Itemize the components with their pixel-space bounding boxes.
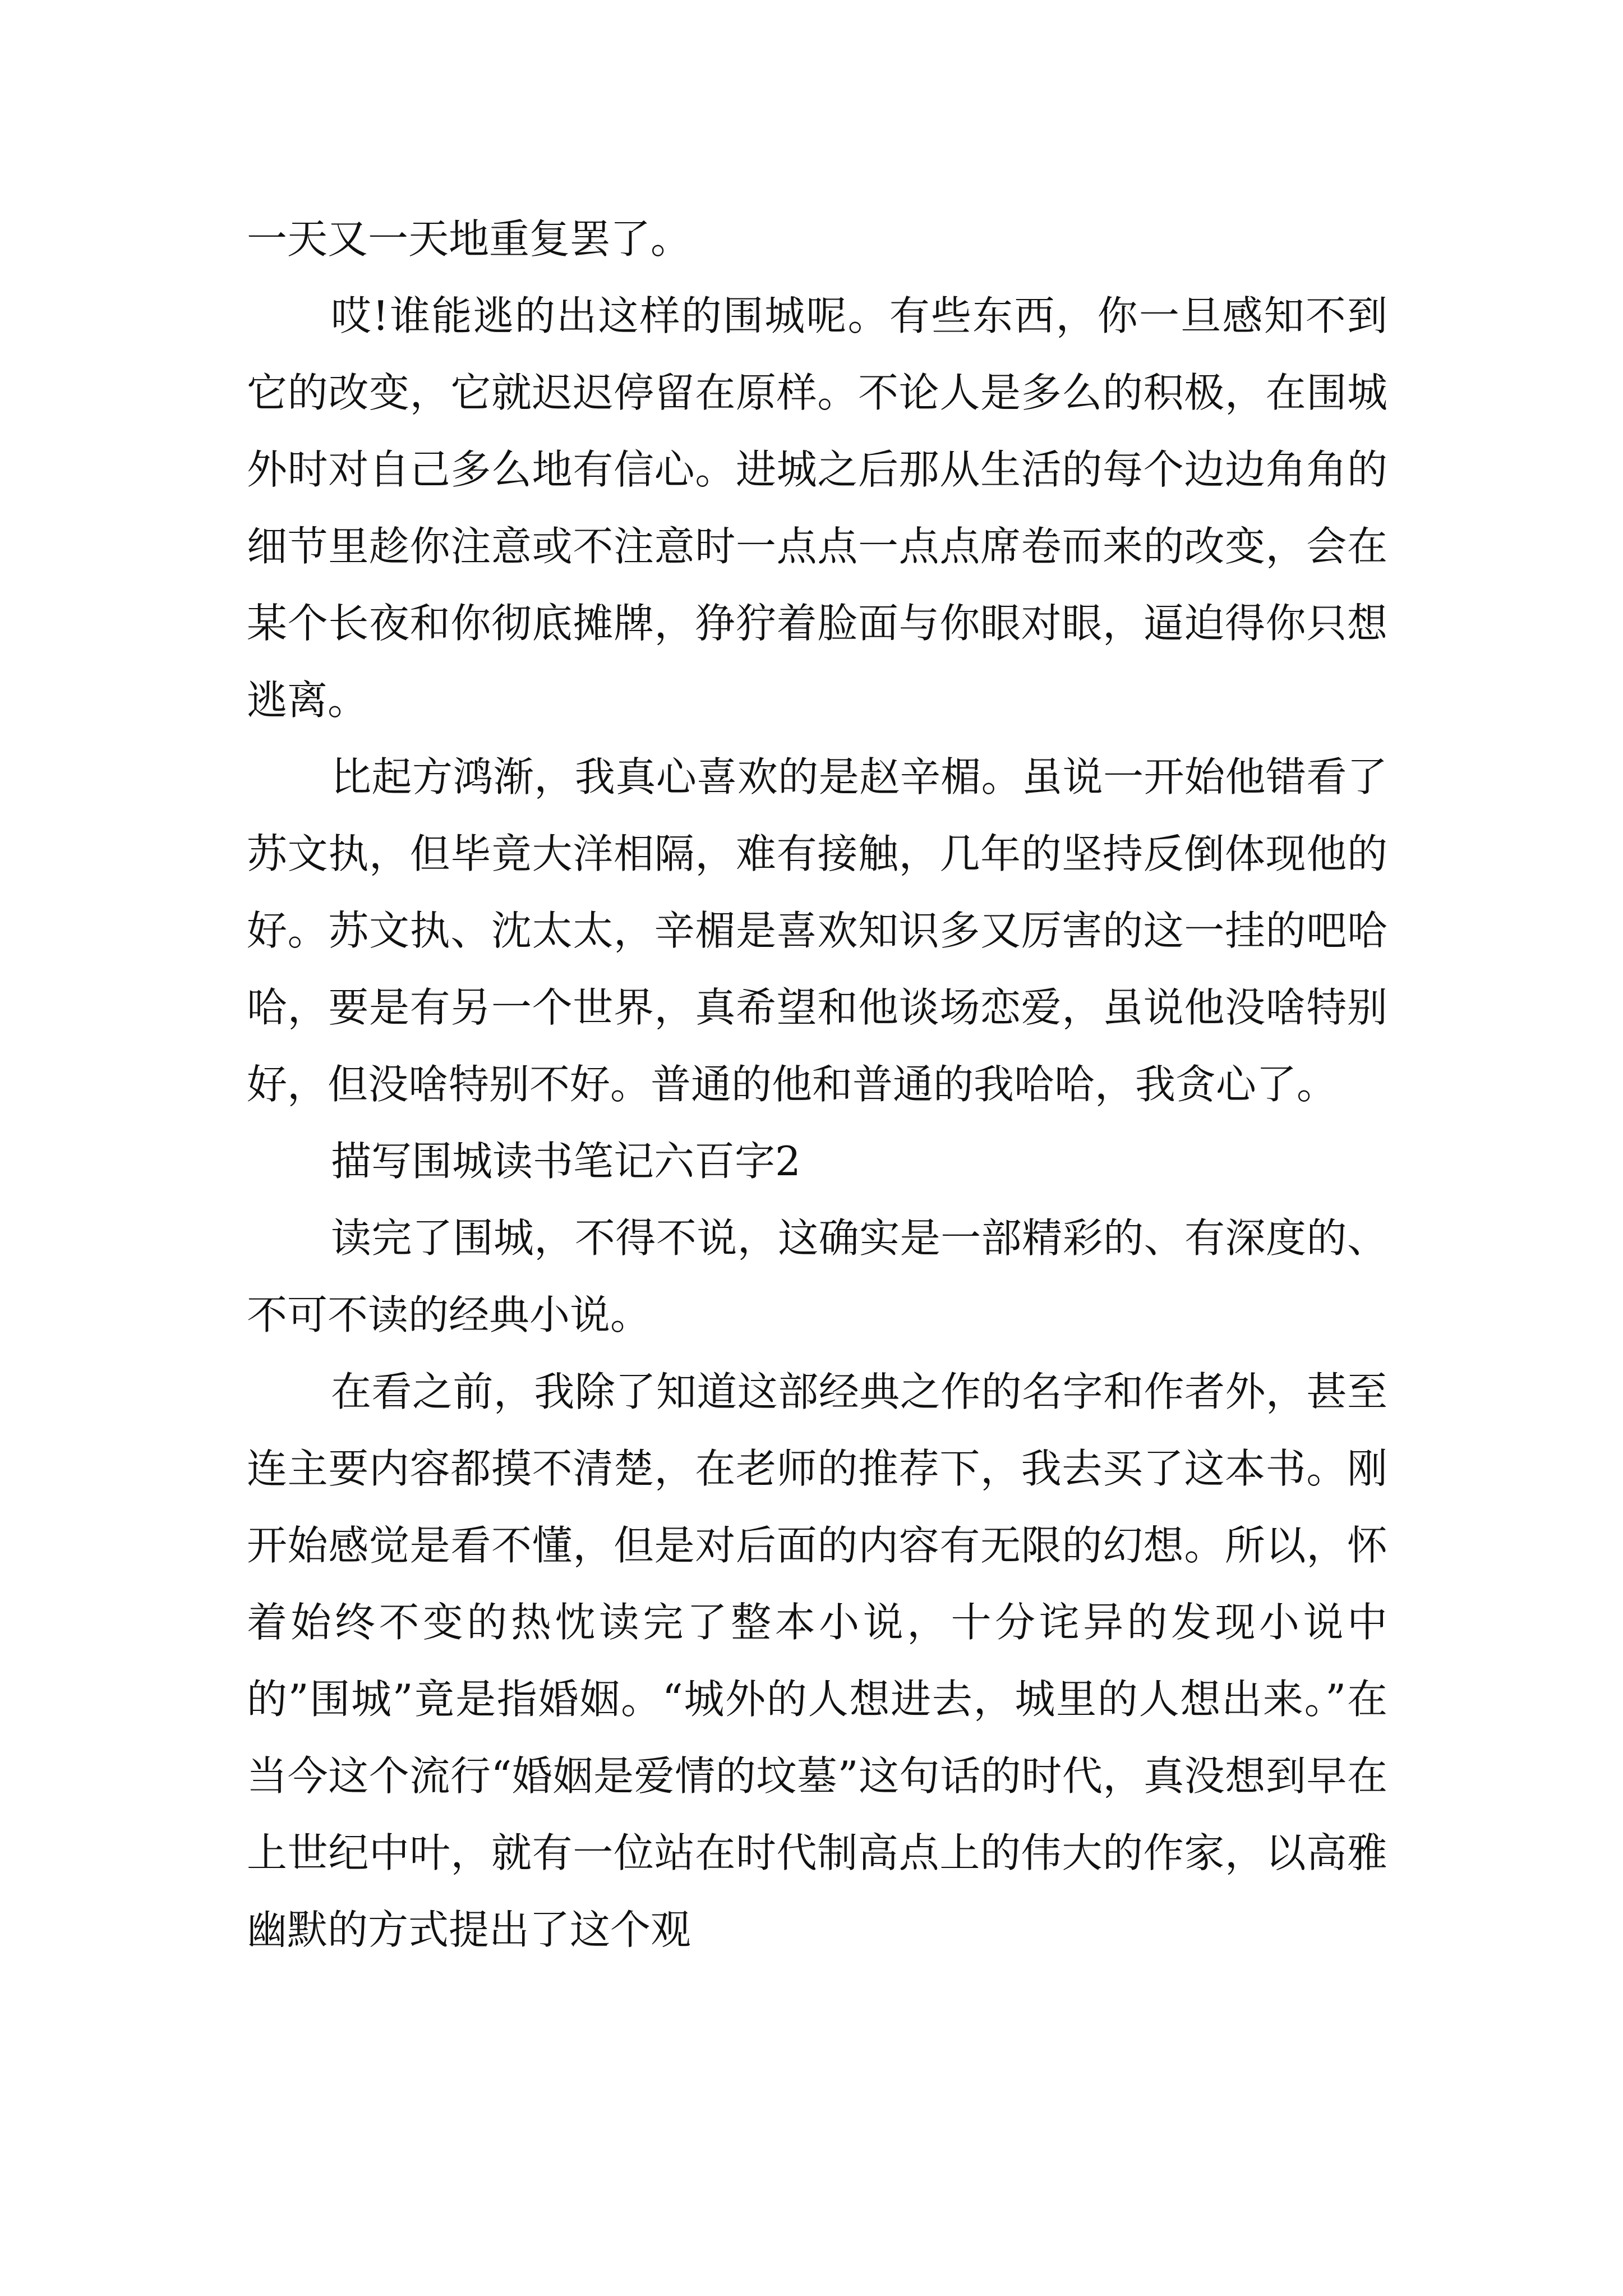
- paragraph-finished-reading: 读完了围城，不得不说，这确实是一部精彩的、有深度的、不可不读的经典小说。: [247, 1214, 1387, 1338]
- paragraph-escape-the-siege: 哎!谁能逃的出这样的围城呢。有些东西，你一旦感知不到它的改变，它就迟迟停留在原样。不论人是多么的积极，在围城外时对自己多么地有信心。进城之后那从生活的每个边边角角的细节里趁你注意或不注意时一点点一点点席卷而来的改变，会在某个长夜和你彻底摊牌，狰狞着脸面与你眼对眼，逼迫得你只想逃离。: [247, 292, 1387, 724]
- paragraph-continuation: 一天又一天地重复罢了。: [247, 215, 691, 263]
- section-heading: 描写围城读书笔记六百字2: [331, 1138, 801, 1185]
- paragraph-before-reading: 在看之前，我除了知道这部经典之作的名字和作者外，甚至连主要内容都摸不清楚，在老师的推荐下，我去买了这本书。刚开始感觉是看不懂，但是对后面的内容有无限的幻想。所以，怀着始终不变的热忱读完了整本小说，十分诧异的发现小说中的”围城”竟是指婚姻。“城外的人想进去，城里的人想出来。”在当今这个流行“婚姻是爱情的坟墓”这句话的时代，真没想到早在上世纪中叶，就有一位站在时代制高点上的伟大的作家，以高雅幽默的方式提出了这个观: [247, 1368, 1387, 1953]
- document-body: [247, 201, 1387, 1968]
- paragraph-zhao-xinmei: 比起方鸿渐，我真心喜欢的是赵辛楣。虽说一开始他错看了苏文执，但毕竟大洋相隔，难有接触，几年的坚持反倒体现他的好。苏文执、沈太太，辛楣是喜欢知识多又厉害的这一挂的吧哈哈，要是有另一个世界，真希望和他谈场恋爱，虽说他没啥特别好，但没啥特别不好。普通的他和普通的我哈哈，我贪心了。: [247, 753, 1387, 1108]
